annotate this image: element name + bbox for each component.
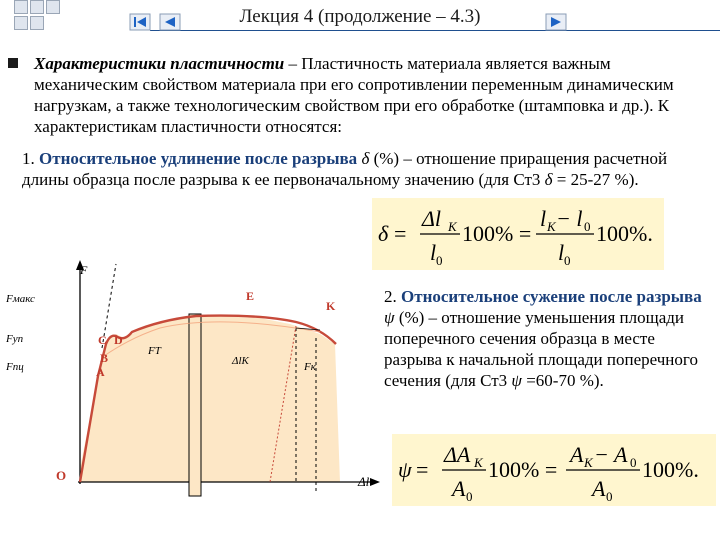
f1-den1: l xyxy=(430,240,437,265)
f1-num2a: l xyxy=(540,206,547,231)
point-e-label: E xyxy=(246,289,255,303)
point-c-label: C xyxy=(98,333,107,347)
f2-den1: A xyxy=(452,476,466,501)
f2-end: 100%. xyxy=(642,457,699,482)
f2-den1sub: 0 xyxy=(466,489,473,504)
ft-label: FТ xyxy=(148,345,161,357)
fup-label: Fуп xyxy=(6,333,24,345)
dlk-label: ΔlK xyxy=(232,355,249,367)
contraction-formula-svg xyxy=(392,434,716,506)
item1-number: 1. xyxy=(22,149,39,168)
elongation-formula-svg xyxy=(372,198,664,270)
elongation-formula xyxy=(372,198,664,270)
tension-diagram xyxy=(6,258,385,500)
item1-text: – отношение приращения расчетной длины образца после разрыва к ее первоначальному значению (для Ст3 xyxy=(22,149,668,189)
f2-mid: 100% = xyxy=(488,457,558,482)
plasticity-term: Характеристики пластичности xyxy=(34,54,285,73)
f2-sub1: K xyxy=(474,455,483,470)
f2-lhs: ψ xyxy=(398,457,412,482)
first-slide-icon[interactable] xyxy=(130,14,150,30)
point-a-label: A xyxy=(96,365,105,379)
contraction-term: Относительное сужение после разрыва xyxy=(401,287,702,306)
bullet-square xyxy=(8,58,18,68)
decor-square xyxy=(46,0,60,14)
f1-den1sub: 0 xyxy=(436,253,443,268)
f1-num1: Δl xyxy=(422,206,442,231)
point-d-label: D xyxy=(114,333,123,347)
f2-num1: ΔA xyxy=(444,442,471,467)
f1-den2sub: 0 xyxy=(564,253,571,268)
decor-square xyxy=(14,0,28,14)
y-axis-label: F xyxy=(80,263,88,277)
next-slide-icon[interactable] xyxy=(546,14,566,30)
point-b-label: B xyxy=(100,351,109,365)
f1-lhs: δ xyxy=(378,221,389,246)
elongation-term: Относительное удлинение после разрыва xyxy=(39,149,358,168)
fmax-label: Fмакс xyxy=(6,293,35,305)
fpts-label: Fпц xyxy=(6,361,24,373)
psi-symbol: ψ xyxy=(384,308,395,327)
item1-unit: (%) xyxy=(369,149,400,168)
f2-num2sub2: 0 xyxy=(630,455,637,470)
fk-label: Fк xyxy=(304,361,316,373)
psi-symbol-2: ψ xyxy=(511,371,522,390)
f1-num2sub2: 0 xyxy=(584,219,591,234)
item2-value: =60-70 %). xyxy=(521,371,604,390)
f2-num2sub: K xyxy=(584,455,593,470)
item1-value: = 25-27 %). xyxy=(552,170,639,189)
item2-number: 2. xyxy=(384,287,401,306)
delta-symbol: δ xyxy=(361,149,370,168)
title-underline xyxy=(150,30,720,31)
decor-square xyxy=(14,16,28,30)
f1-num2b: − l xyxy=(556,206,583,231)
slide-title: Лекция 4 (продолжение – 4.3) xyxy=(239,6,481,27)
f1-den2: l xyxy=(558,240,565,265)
f2-eq: = xyxy=(416,457,429,482)
f1-sub1: K xyxy=(448,219,457,234)
f2-num2b: − A xyxy=(594,442,628,467)
f1-num2sub: K xyxy=(547,219,556,234)
f1-mid: 100% = xyxy=(462,221,532,246)
contraction-paragraph xyxy=(384,286,714,391)
x-axis-label: Δl xyxy=(358,474,370,489)
contraction-formula xyxy=(392,434,716,506)
plasticity-paragraph xyxy=(34,53,714,137)
elongation-paragraph xyxy=(22,148,712,190)
decor-square xyxy=(30,16,44,30)
origin-label: O xyxy=(56,468,67,483)
f1-eq: = xyxy=(394,221,407,246)
delta-symbol-2: δ xyxy=(544,170,553,189)
f2-den2sub: 0 xyxy=(606,489,613,504)
f2-den2: A xyxy=(592,476,606,501)
f1-end: 100%. xyxy=(596,221,653,246)
plasticity-text: – Пластичность материала является важным механическим свойством материала при его сопротивлении переменным динамическим нагрузкам, а также технологическим свойством при его обработке (штамповка и др.). К характеристикам пластичности относятся: xyxy=(34,54,674,136)
decor-square xyxy=(30,0,44,14)
item2-text: (%) – отношение уменьшения площади поперечного сечения образца в месте разрыва к начальной площади поперечного сечения (для Ст3 xyxy=(384,308,698,390)
point-k-label: K xyxy=(326,299,336,313)
f2-num2a: A xyxy=(570,442,584,467)
